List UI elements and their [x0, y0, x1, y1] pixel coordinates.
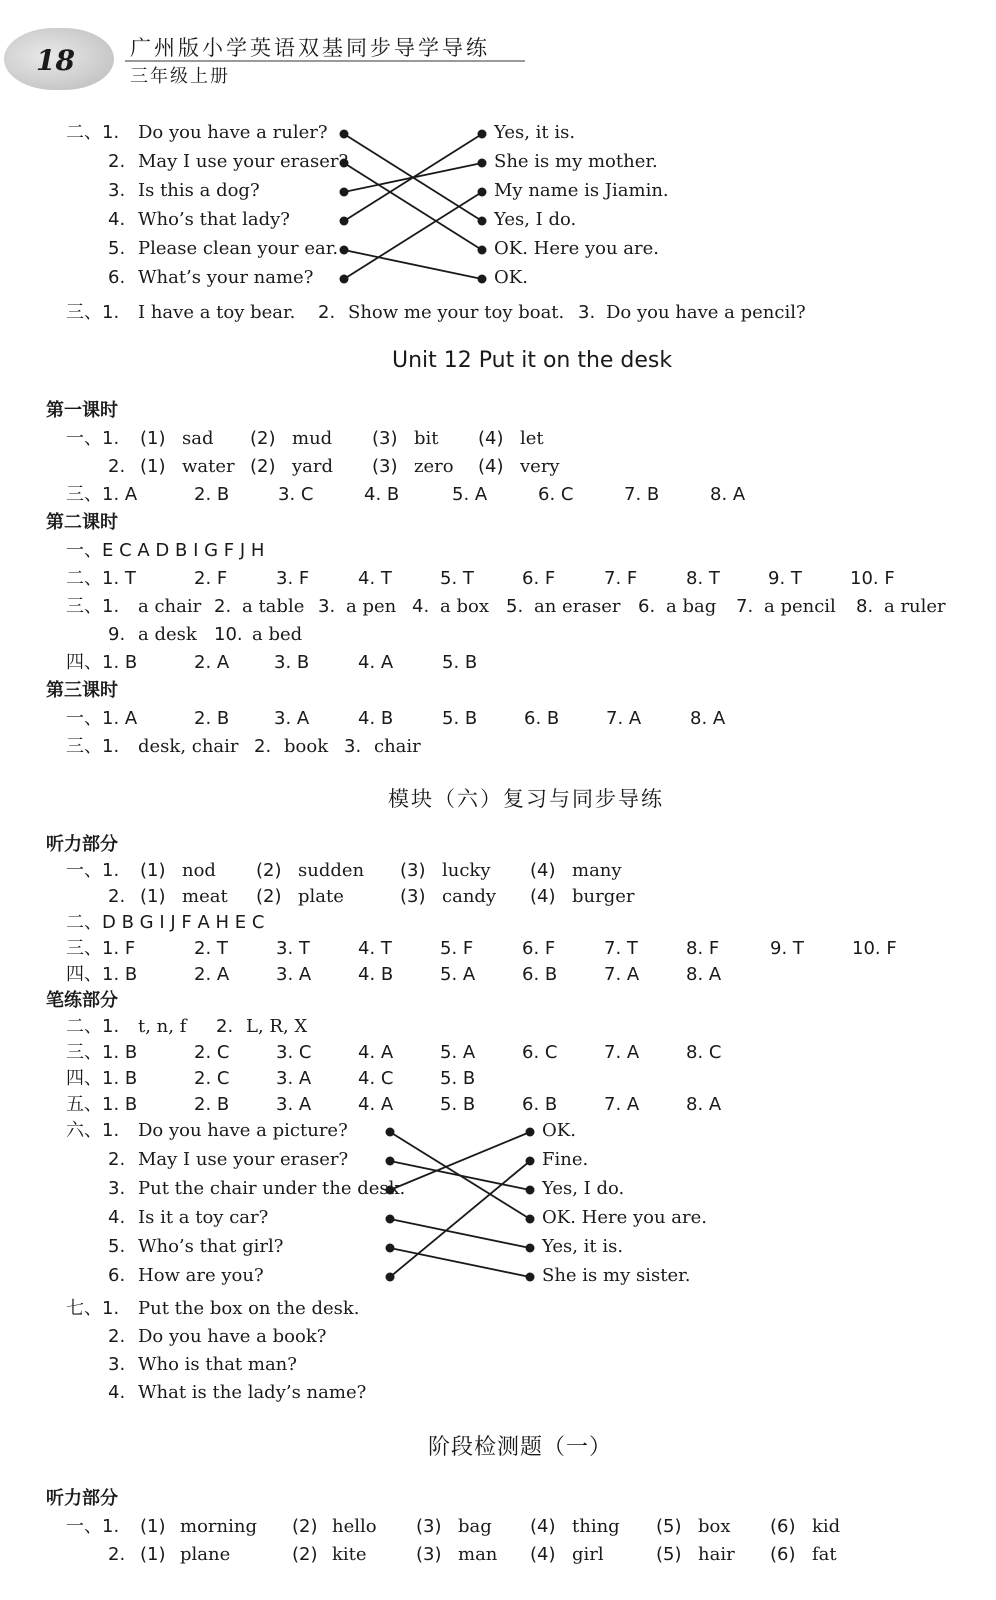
section-label: 三、1.	[66, 302, 120, 323]
match-question: Is it a toy car?	[138, 1207, 269, 1228]
choice-answer: 4. A	[358, 1042, 394, 1063]
word-answer: plate	[298, 886, 344, 907]
word-answer: kite	[332, 1544, 367, 1565]
word-answer: an eraser	[534, 596, 621, 617]
choice-answer: 5. B	[442, 708, 478, 729]
sub-number: (6)	[770, 1516, 796, 1537]
choice-answer: 3. B	[274, 652, 310, 673]
choice-answer: 四、1. B	[66, 964, 138, 985]
sub-number: (1)	[140, 886, 166, 907]
tf-answer: 8. F	[686, 938, 720, 959]
sub-number: (5)	[656, 1544, 682, 1565]
word-answer: a bag	[666, 596, 717, 617]
item-number: 2.	[108, 456, 126, 477]
item-number: 8.	[856, 596, 874, 617]
word-answer: t, n, f	[138, 1016, 187, 1037]
tf-answer: 4. T	[358, 568, 392, 589]
word-answer: man	[458, 1544, 498, 1565]
word-answer: lucky	[442, 860, 491, 881]
choice-answer: 5. B	[440, 1094, 476, 1115]
word-answer: very	[520, 456, 560, 477]
sub-number: (2)	[292, 1544, 318, 1565]
tf-answer: 9. T	[768, 568, 802, 589]
choice-answer: 4. A	[358, 652, 394, 673]
sub-number: (1)	[140, 428, 166, 449]
choice-answer: 7. A	[604, 964, 640, 985]
item-number: 5.	[108, 1236, 126, 1257]
tf-answer: 5. F	[440, 938, 474, 959]
match-question: Who’s that girl?	[138, 1236, 284, 1257]
word-answer: hair	[698, 1544, 735, 1565]
word-answer: let	[520, 428, 544, 449]
choice-answer: 3. A	[274, 708, 310, 729]
page-number: 18	[36, 44, 75, 77]
choice-answer: 2. B	[194, 484, 230, 505]
section-label: 二、1.	[66, 1016, 120, 1037]
item-number: 4.	[108, 1207, 126, 1228]
item-number: 4.	[108, 1382, 126, 1403]
item-number: 3.	[578, 302, 596, 323]
word-answer: bit	[414, 428, 439, 449]
tf-answer: 7. T	[604, 938, 638, 959]
choice-answer: 四、1. B	[66, 652, 138, 673]
lesson-heading: 第二课时	[46, 512, 118, 533]
tf-answer: 5. T	[440, 568, 474, 589]
matching-a-lines	[340, 130, 487, 284]
item-number: 4.	[108, 209, 126, 230]
sub-number: (2)	[256, 886, 282, 907]
choice-answer: 五、1. B	[66, 1094, 138, 1115]
word-answer: girl	[572, 1544, 604, 1565]
item-number: 9.	[108, 624, 126, 645]
sentence-answer: Who is that man?	[138, 1354, 297, 1375]
match-question: Put the chair under the desk.	[138, 1178, 406, 1199]
sub-number: (1)	[140, 860, 166, 881]
word-answer: kid	[812, 1516, 841, 1537]
tf-answer: 7. F	[604, 568, 638, 589]
section-label: 六、1.	[66, 1120, 120, 1141]
item-number: 2.	[108, 1149, 126, 1170]
choice-answer: 2. B	[194, 1094, 230, 1115]
unit-title: Unit 12 Put it on the desk	[392, 348, 673, 373]
choice-answer: 6. B	[522, 1094, 558, 1115]
grade-label: 三年级上册	[130, 66, 230, 87]
word-answer: a table	[242, 596, 305, 617]
choice-answer: 2. A	[194, 964, 230, 985]
choice-answer: 4. B	[358, 708, 394, 729]
word-answer: morning	[180, 1516, 257, 1537]
match-line	[344, 192, 482, 279]
choice-answer: 5. B	[440, 1068, 476, 1089]
choice-answer: 8. A	[710, 484, 746, 505]
match-answer: Fine.	[542, 1149, 589, 1170]
choice-answer: 2. B	[194, 708, 230, 729]
tf-answer: 9. T	[770, 938, 804, 959]
stage-test-title: 阶段检测题（一）	[428, 1435, 613, 1460]
item-number: 2.	[214, 596, 232, 617]
letter-order-answer: 二、D B G I J F A H E C	[66, 912, 265, 933]
match-line	[344, 250, 482, 279]
choice-answer: 4. A	[358, 1094, 394, 1115]
item-number: 3.	[318, 596, 336, 617]
choice-answer: 4. B	[358, 964, 394, 985]
sentence-answer: Do you have a book?	[138, 1326, 327, 1347]
choice-answer: 3. A	[276, 1094, 312, 1115]
choice-answer: 8. A	[686, 1094, 722, 1115]
tf-answer: 3. T	[276, 938, 310, 959]
item-number: 2.	[216, 1016, 234, 1037]
section-label: 三、1.	[66, 596, 120, 617]
sub-number: (3)	[400, 860, 426, 881]
sub-number: (2)	[292, 1516, 318, 1537]
sub-number: (6)	[770, 1544, 796, 1565]
section-label: 二、1.	[66, 122, 120, 143]
word-answer: fat	[812, 1544, 837, 1565]
tf-answer: 6. F	[522, 938, 556, 959]
choice-answer: 一、1. A	[66, 708, 138, 729]
choice-answer: 4. B	[364, 484, 400, 505]
sub-number: (4)	[478, 428, 504, 449]
match-question: Please clean your ear.	[138, 238, 339, 259]
match-line	[390, 1132, 530, 1190]
module-title: 模块（六）复习与同步导练	[388, 787, 664, 811]
choice-answer: 4. C	[358, 1068, 394, 1089]
section-label: 七、1.	[66, 1298, 120, 1319]
tf-answer: 6. F	[522, 568, 556, 589]
sub-number: (5)	[656, 1516, 682, 1537]
item-number: 5.	[506, 596, 524, 617]
choice-answer: 7. A	[604, 1094, 640, 1115]
sub-number: (3)	[416, 1544, 442, 1565]
match-answer: Yes, I do.	[542, 1178, 625, 1199]
word-answer: chair	[374, 736, 421, 757]
match-answer: Yes, it is.	[542, 1236, 624, 1257]
word-answer: a pencil	[764, 596, 836, 617]
section-label: 一、1.	[66, 428, 120, 449]
lesson-heading: 第一课时	[46, 400, 118, 421]
match-answer: OK.	[494, 267, 528, 288]
word-answer: many	[572, 860, 622, 881]
lesson-heading: 第三课时	[46, 680, 118, 701]
sub-number: (4)	[478, 456, 504, 477]
match-question: Who’s that lady?	[138, 209, 290, 230]
item-number: 2.	[108, 151, 126, 172]
tf-answer: 8. T	[686, 568, 720, 589]
word-answer: plane	[180, 1544, 231, 1565]
tf-answer: 10. F	[852, 938, 897, 959]
item-number: 5.	[108, 238, 126, 259]
item-number: 2.	[108, 886, 126, 907]
word-answer: hello	[332, 1516, 377, 1537]
word-answer: candy	[442, 886, 497, 907]
sub-number: (4)	[530, 886, 556, 907]
tf-answer: 三、1. F	[66, 938, 136, 959]
choice-answer: 7. B	[624, 484, 660, 505]
item-number: 2.	[108, 1544, 126, 1565]
match-line	[390, 1161, 530, 1277]
item-number: 3.	[108, 1178, 126, 1199]
item-number: 2.	[108, 1326, 126, 1347]
sentence-answer: I have a toy bear.	[138, 302, 296, 323]
word-answer: a ruler	[884, 596, 946, 617]
match-question: Do you have a picture?	[138, 1120, 348, 1141]
sub-number: (4)	[530, 1544, 556, 1565]
word-answer: L, R, X	[246, 1016, 308, 1037]
match-question: May I use your eraser?	[138, 1149, 349, 1170]
choice-answer: 三、1. B	[66, 1042, 138, 1063]
match-line	[390, 1161, 530, 1190]
word-answer: book	[284, 736, 329, 757]
match-answer: OK. Here you are.	[542, 1207, 708, 1228]
sub-number: (3)	[416, 1516, 442, 1537]
choice-answer: 3. C	[276, 1042, 312, 1063]
sentence-answer: Show me your toy boat.	[348, 302, 565, 323]
word-answer: desk, chair	[138, 736, 239, 757]
word-answer: zero	[414, 456, 454, 477]
match-answer: She is my sister.	[542, 1265, 691, 1286]
item-number: 2.	[254, 736, 272, 757]
match-answer: She is my mother.	[494, 151, 658, 172]
book-title: 广州版小学英语双基同步导学导练	[130, 36, 490, 60]
choice-answer: 2. A	[194, 652, 230, 673]
sub-number: (1)	[140, 1516, 166, 1537]
word-answer: sudden	[298, 860, 365, 881]
item-number: 3.	[344, 736, 362, 757]
choice-answer: 三、1. A	[66, 484, 138, 505]
choice-answer: 3. A	[276, 1068, 312, 1089]
word-answer: burger	[572, 886, 635, 907]
sentence-answer: What is the lady’s name?	[138, 1382, 367, 1403]
choice-answer: 2. C	[194, 1068, 230, 1089]
match-line	[344, 163, 482, 250]
choice-answer: 6. B	[522, 964, 558, 985]
sub-number: (2)	[250, 456, 276, 477]
word-answer: sad	[182, 428, 214, 449]
word-answer: bag	[458, 1516, 492, 1537]
word-answer: a pen	[346, 596, 397, 617]
match-question: What’s your name?	[138, 267, 314, 288]
match-answer: My name is Jiamin.	[494, 180, 669, 201]
choice-answer: 6. C	[522, 1042, 558, 1063]
tf-answer: 2. T	[194, 938, 228, 959]
section-label: 一、1.	[66, 860, 120, 881]
sub-number: (4)	[530, 860, 556, 881]
matching-b-lines	[386, 1128, 535, 1282]
match-question: Do you have a ruler?	[138, 122, 328, 143]
sub-number: (1)	[140, 456, 166, 477]
sub-number: (4)	[530, 1516, 556, 1537]
sub-number: (2)	[250, 428, 276, 449]
word-answer: mud	[292, 428, 333, 449]
sentence-answer: Do you have a pencil?	[606, 302, 806, 323]
choice-answer: 3. A	[276, 964, 312, 985]
choice-answer: 5. A	[440, 1042, 476, 1063]
match-answer: Yes, it is.	[494, 122, 576, 143]
item-number: 6.	[638, 596, 656, 617]
choice-answer: 四、1. B	[66, 1068, 138, 1089]
sentence-answer: Put the box on the desk.	[138, 1298, 360, 1319]
match-answer: Yes, I do.	[494, 209, 577, 230]
word-answer: meat	[182, 886, 228, 907]
word-answer: water	[182, 456, 235, 477]
match-line	[390, 1219, 530, 1248]
match-answer: OK. Here you are.	[494, 238, 660, 259]
item-number: 3.	[108, 1354, 126, 1375]
choice-answer: 5. B	[442, 652, 478, 673]
sub-number: (3)	[372, 428, 398, 449]
choice-answer: 8. A	[686, 964, 722, 985]
section-label: 三、1.	[66, 736, 120, 757]
match-question: May I use your eraser?	[138, 151, 349, 172]
sub-number: (3)	[400, 886, 426, 907]
section-label: 一、1.	[66, 1516, 120, 1537]
choice-answer: 7. A	[604, 1042, 640, 1063]
choice-answer: 2. C	[194, 1042, 230, 1063]
choice-answer: 7. A	[606, 708, 642, 729]
word-answer: a desk	[138, 624, 197, 645]
sub-number: (1)	[140, 1544, 166, 1565]
word-answer: yard	[292, 456, 334, 477]
tf-answer: 4. T	[358, 938, 392, 959]
item-number: 7.	[736, 596, 754, 617]
tf-answer: 2. F	[194, 568, 228, 589]
word-answer: a bed	[252, 624, 303, 645]
sub-number: (2)	[256, 860, 282, 881]
word-answer: a chair	[138, 596, 202, 617]
part-heading: 听力部分	[46, 1488, 118, 1509]
choice-answer: 8. A	[690, 708, 726, 729]
item-number: 3.	[108, 180, 126, 201]
part-heading: 笔练部分	[46, 990, 118, 1011]
match-answer: OK.	[542, 1120, 576, 1141]
word-answer: box	[698, 1516, 731, 1537]
item-number: 10.	[214, 624, 243, 645]
item-number: 6.	[108, 267, 126, 288]
word-answer: nod	[182, 860, 216, 881]
item-number: 4.	[412, 596, 430, 617]
choice-answer: 3. C	[278, 484, 314, 505]
match-line	[390, 1248, 530, 1277]
choice-answer: 6. B	[524, 708, 560, 729]
item-number: 2.	[318, 302, 336, 323]
letter-order-answer: 一、E C A D B I G F J H	[66, 540, 265, 561]
word-answer: thing	[572, 1516, 620, 1537]
sub-number: (3)	[372, 456, 398, 477]
item-number: 6.	[108, 1265, 126, 1286]
tf-answer: 10. F	[850, 568, 895, 589]
word-answer: a box	[440, 596, 489, 617]
choice-answer: 5. A	[452, 484, 488, 505]
match-question: Is this a dog?	[138, 180, 260, 201]
part-heading: 听力部分	[46, 834, 118, 855]
choice-answer: 5. A	[440, 964, 476, 985]
choice-answer: 8. C	[686, 1042, 722, 1063]
tf-answer: 3. F	[276, 568, 310, 589]
choice-answer: 6. C	[538, 484, 574, 505]
match-question: How are you?	[138, 1265, 264, 1286]
tf-answer: 二、1. T	[66, 568, 136, 589]
